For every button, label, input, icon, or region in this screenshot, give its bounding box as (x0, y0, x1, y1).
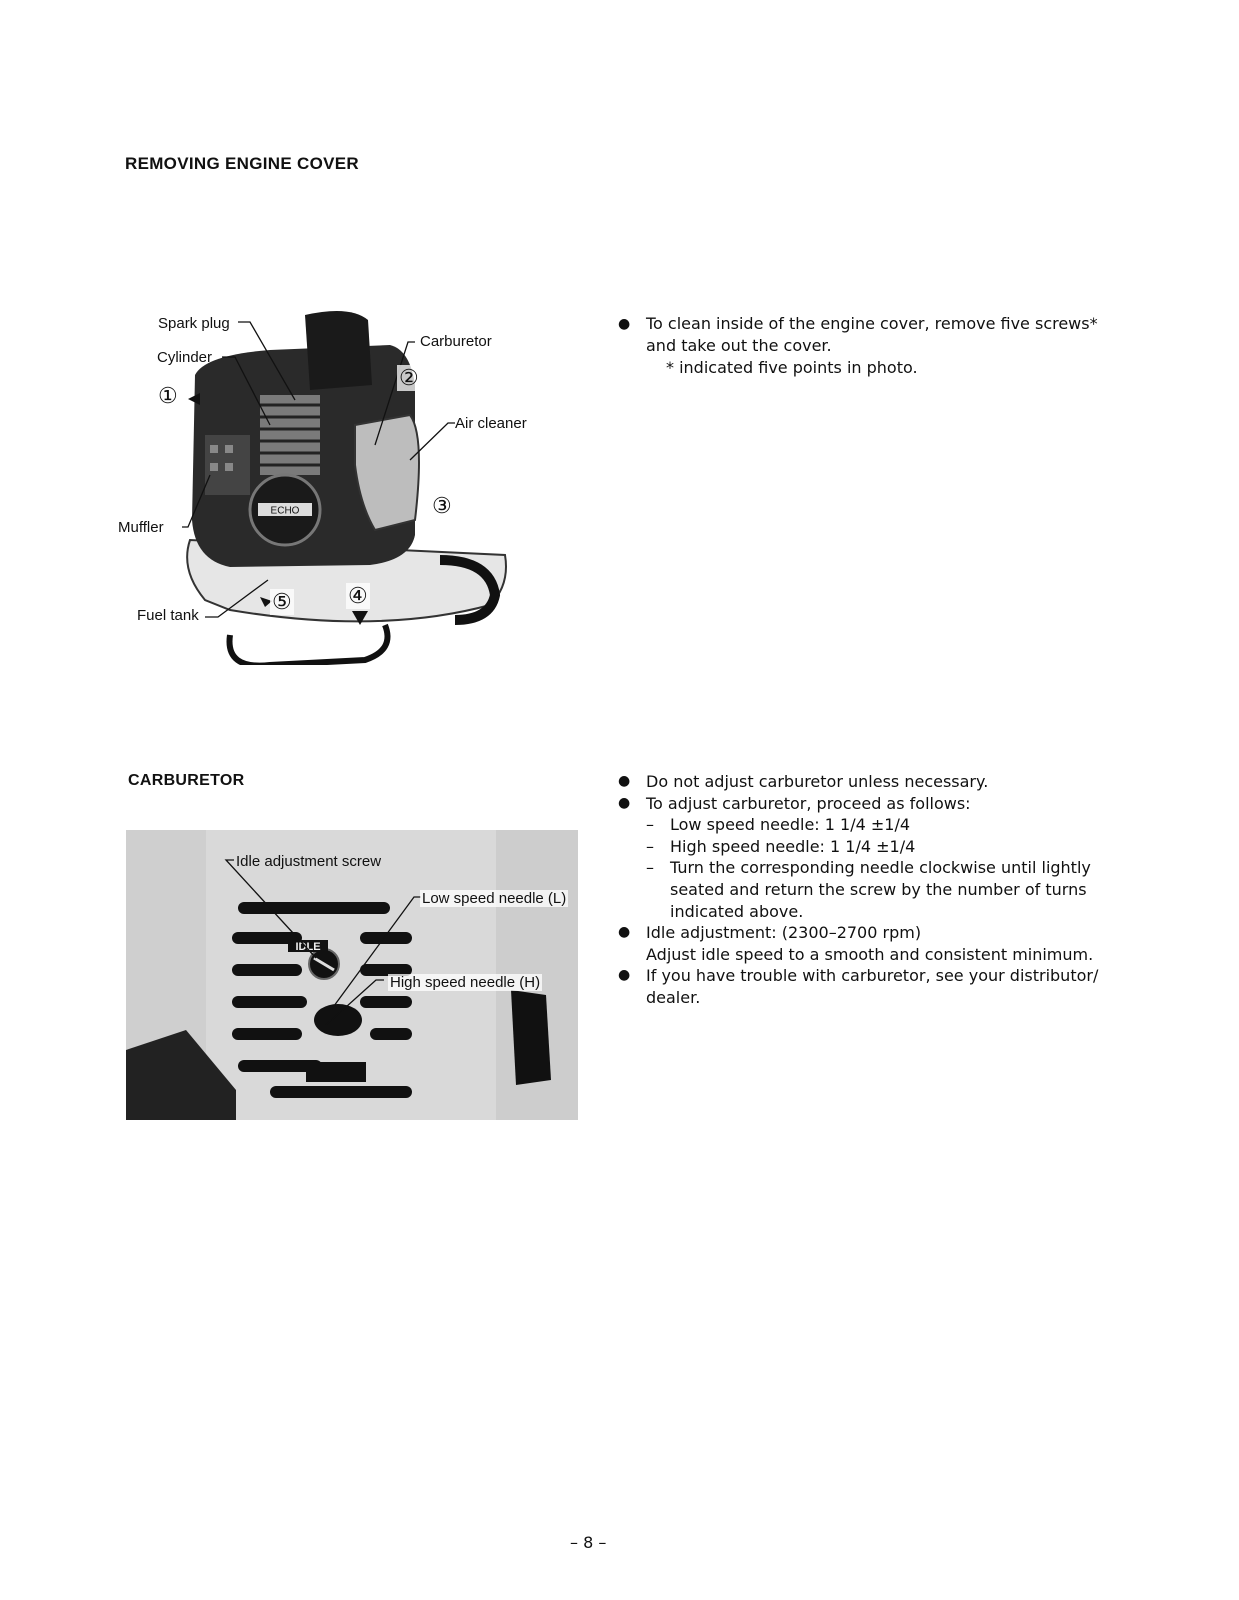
page-number: – 8 – (570, 1533, 607, 1552)
bullet-icon: ● (618, 967, 631, 984)
instruction-note: * indicated five points in photo. (666, 358, 918, 377)
dash-continuation: indicated above. (670, 901, 804, 921)
carburetor-photo (126, 830, 578, 1120)
bullet-text: Do not adjust carburetor unless necessary. (646, 772, 989, 791)
dash-text: Turn the corresponding needle clockwise until lightly (670, 858, 1091, 878)
marker-1: ① (158, 383, 178, 408)
bullet-icon: ● (618, 924, 631, 941)
section-title-carburetor: CARBURETOR (128, 772, 245, 789)
marker-5: ⑤ (272, 589, 292, 614)
dash-icon: – (646, 858, 654, 878)
marker-4: ④ (348, 583, 368, 608)
bullet-icon: ● (618, 794, 631, 811)
engine-photo (110, 305, 550, 665)
idle-mark: IDLE (295, 941, 321, 953)
dash-icon: – (646, 836, 654, 856)
engine-cover-instructions (618, 313, 1138, 379)
bullet-continuation: Adjust idle speed to a smooth and consistent minimum. (646, 944, 1094, 964)
carburetor-instructions (618, 771, 1118, 1009)
cylinder-label: Cylinder (157, 349, 213, 366)
dash-text: High speed needle: 1 1/4 ±1/4 (670, 836, 916, 856)
bullet-text: If you have trouble with carburetor, see your distributor/ (646, 966, 1099, 986)
dash-continuation: seated and return the screw by the number of turns (670, 879, 1087, 899)
idle-screw-label: Idle adjustment screw (236, 853, 382, 870)
bullet-text: Idle adjustment: (2300–2700 rpm) (646, 923, 922, 943)
marker-2: ② (399, 365, 419, 390)
air-cleaner-label: Air cleaner (455, 415, 527, 432)
muffler-label: Muffler (118, 519, 164, 536)
spark-plug-label: Spark plug (158, 315, 230, 332)
instruction-text: To clean inside of the engine cover, remove five screws* (646, 314, 1098, 333)
fuel-tank-label: Fuel tank (137, 607, 199, 624)
bullet-icon: ● (618, 773, 631, 789)
echo-badge: ECHO (270, 505, 300, 517)
high-speed-label: High speed needle (H) (390, 974, 541, 991)
marker-3: ③ (432, 493, 452, 518)
bullet-icon: ● (618, 316, 631, 332)
dash-text: Low speed needle: 1 1/4 ±1/4 (670, 815, 911, 835)
carburetor-label: Carburetor (420, 333, 492, 350)
bullet-continuation: dealer. (646, 987, 701, 1007)
dash-icon: – (646, 815, 654, 835)
low-speed-label: Low speed needle (L) (422, 890, 567, 907)
section-title-engine-cover: REMOVING ENGINE COVER (125, 154, 359, 173)
bullet-text: To adjust carburetor, proceed as follows: (646, 793, 971, 813)
instruction-continuation: and take out the cover. (646, 336, 832, 355)
